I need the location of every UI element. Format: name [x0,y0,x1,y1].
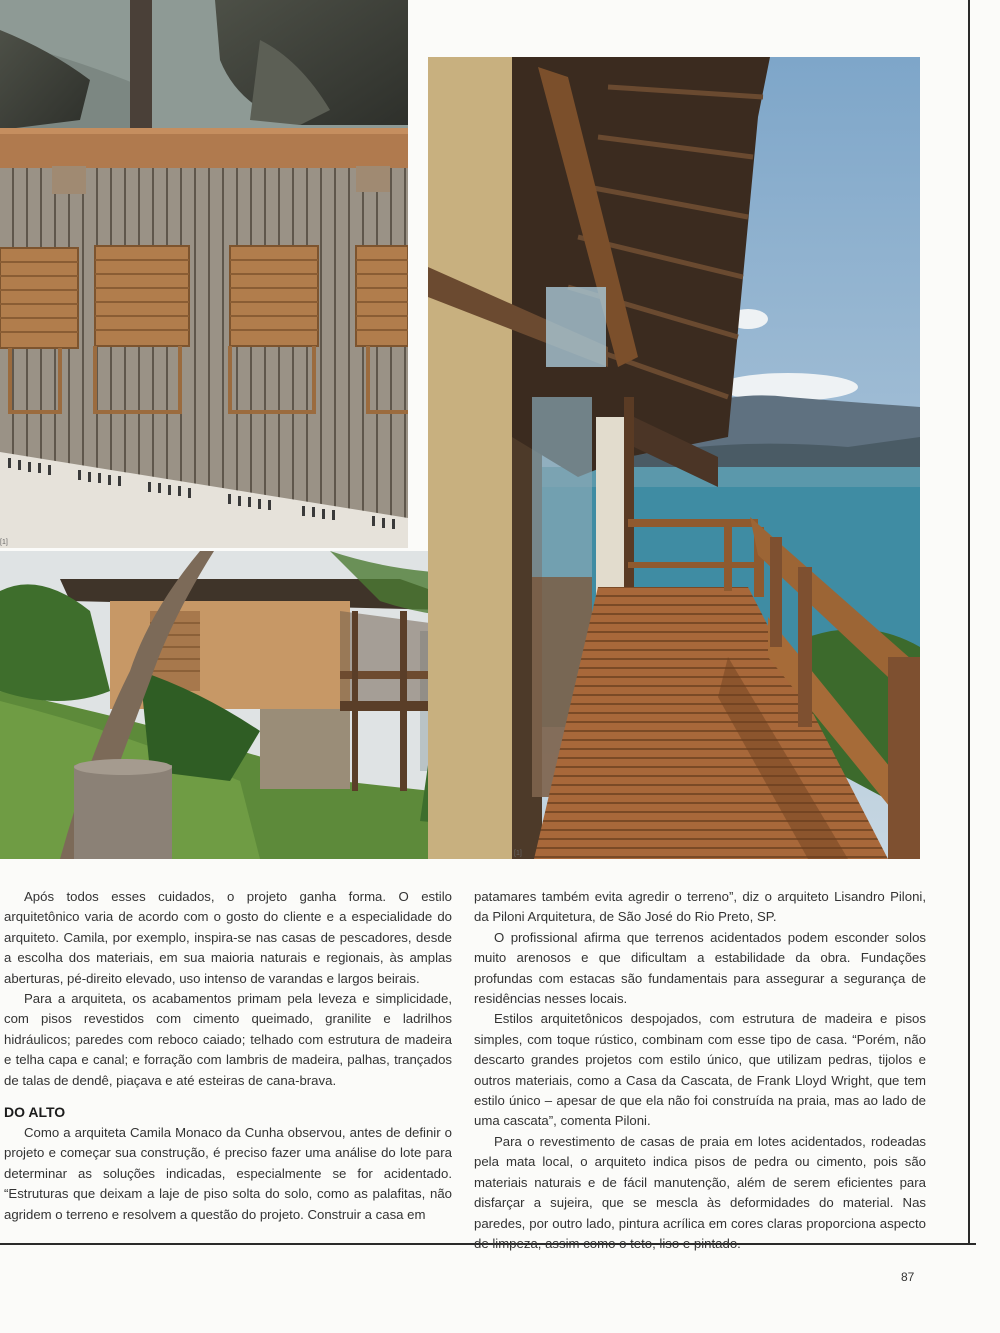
article-column-right [474,887,926,1254]
photo-balcony-sea-view [428,57,920,859]
photo-credit-deck: [1] [0,539,8,546]
article-column-left [4,887,452,1225]
paragraph: Para o revestimento de casas de praia em lotes acidentados, rodeadas pela mata local, o arquiteto indica pisos de pedra ou cimento, pois são materiais naturais e de fácil manutenção, além de serem eficientes para disfarçar a sujeira, que se mescla às deformidades do material. Nas paredes, por outro lado, pintura acrílica em cores claras proporciona aspecto de limpeza, assim como o teto, liso e pintado. [474,1133,926,1251]
paragraph: patamares também evita agredir o terreno”, diz o arquiteto Lisandro Piloni, da Piloni Arquitetura, de São José do Rio Preto, SP. [474,889,926,925]
paragraph: Para a arquiteta, os acabamentos primam pela leveza e simplicidade, com pisos revestidos com cimento queimado, granilite e ladrilhos hidráulicos; paredes com reboco caiado; telhado com estrutura de madeira e telha capa e canal; e forração com lambris de madeira, palhas, trançados de talas de dendê, piaçava e até esteiras de cana-brava. [4,991,452,1088]
page-frame-right [968,0,970,1245]
section-heading: DO ALTO [4,1104,66,1121]
paragraph: Após todos esses cuidados, o projeto ganha forma. O estilo arquitetônico varia de acordo com o gosto do cliente e a especialidade do arquiteto. Camila, por exemplo, inspira-se nas casas de pescadores, desde a escolha dos materiais, em sua maioria naturais e regionais, às amplas aberturas, pé-direito elevado, uso intenso de varandas e largos beirais. [4,889,452,986]
paragraph: Estilos arquitetônicos despojados, com estrutura de madeira e pisos simples, com toque rústico, combinam com esse tipo de casa. “Porém, não descarto grandes projetos com estilo único, que utilizam pedras, tijolos e outros materiais, como a Casa da Cascata, de Frank Lloyd Wright, que tem estilo único – apesar de que ela não foi construída na praia, mas ao lado de uma cascata”, comenta Piloni. [474,1011,926,1129]
photo-credit-balcony: [1] [514,850,522,857]
paragraph: O profissional afirma que terrenos acidentados podem esconder solos muito arenosos e que dificultam a estabilidade da obra. Fundações profundas com estacas são fundamentais para assegurar a segurança de residências nesses locais. [474,929,926,1007]
paragraph: Como a arquiteta Camila Monaco da Cunha observou, antes de definir o projeto e começar sua construção, é preciso fazer uma análise do lote para determinar as soluções indicadas, especialmente se for acidentado. “Estruturas que deixam a laje de piso solta do solo, como as palafitas, não agridem o terreno e resolvem a questão do projeto. Construir a casa em [4,1125,452,1222]
page-number: 87 [901,1270,915,1284]
photo-deck-loungers [0,0,408,548]
